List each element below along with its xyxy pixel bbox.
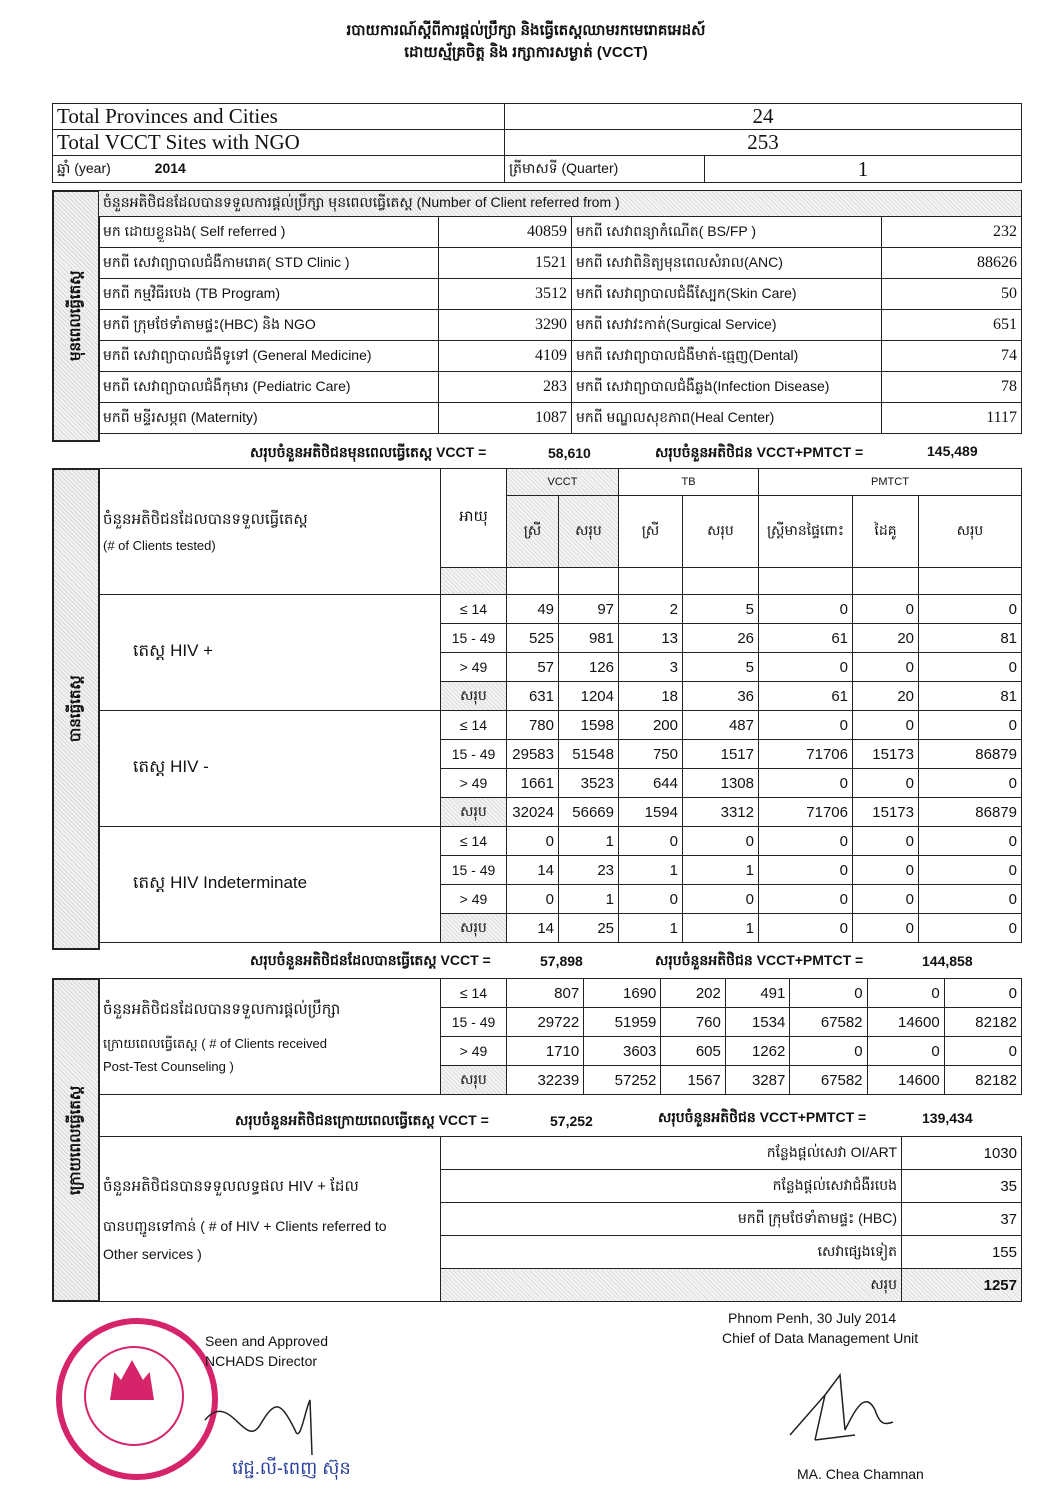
value-cell: 61 bbox=[759, 624, 853, 653]
referral-heading-en: Other services ) bbox=[103, 1245, 202, 1262]
posttest-heading-kh: ចំនួនអតិថិជនដែលបានទទួលការផ្ដល់ប្រឹក្សា bbox=[103, 1000, 341, 1018]
director-signature bbox=[200, 1390, 320, 1460]
value-cell: 15173 bbox=[853, 798, 919, 827]
age-cell: ≤ 14 bbox=[441, 979, 507, 1008]
tested-group-row bbox=[99, 827, 1022, 856]
value-cell: 1594 bbox=[619, 798, 683, 827]
pretest-row bbox=[99, 279, 1022, 310]
value-cell: 86879 bbox=[919, 740, 1022, 769]
value-cell: 0 bbox=[619, 885, 683, 914]
referral-destination-label: សរុប bbox=[441, 1269, 902, 1302]
value-cell: 71706 bbox=[759, 798, 853, 827]
value-cell: 0 bbox=[759, 711, 853, 740]
pretest-row bbox=[99, 217, 1022, 248]
value-cell: 1710 bbox=[507, 1037, 584, 1066]
tested-group-label-cell bbox=[99, 827, 441, 943]
age-cell: 15 - 49 bbox=[441, 624, 507, 653]
blank-cell bbox=[683, 568, 759, 595]
age-cell: សរុប bbox=[441, 1066, 507, 1095]
blank-cell bbox=[759, 568, 853, 595]
col-vcct-female: ស្រី bbox=[507, 496, 559, 568]
referral-source-label: មកពី សេវាពន្យាកំណើត( BS/FP ) bbox=[572, 217, 882, 248]
director-name: វេជ្ជ.លី-ពេញ ស៊ុន bbox=[232, 1458, 351, 1478]
value-cell: 20 bbox=[853, 624, 919, 653]
referral-source-label: មកពី មណ្ឌលសុខភាព(Heal Center) bbox=[572, 403, 882, 434]
approved-line1: Seen and Approved bbox=[205, 1333, 328, 1349]
group-pmtct-header: PMTCT bbox=[759, 469, 1022, 496]
value-cell: 0 bbox=[944, 979, 1021, 1008]
value-cell: 1 bbox=[683, 856, 759, 885]
value-cell: 29583 bbox=[507, 740, 559, 769]
tested-side-label: បានធ្វើតេស្ដ bbox=[52, 468, 100, 950]
referral-source-value: 232 bbox=[882, 217, 1022, 248]
referral-source-value: 4109 bbox=[439, 341, 572, 372]
value-cell: 81 bbox=[919, 682, 1022, 711]
posttest-total-all-value: 139,434 bbox=[922, 1110, 973, 1126]
blank-cell bbox=[507, 568, 559, 595]
col-pmtct-pregnant: ស្ត្រីមានផ្ទៃពោះ bbox=[759, 496, 853, 568]
referral-source-label: មកពី សេវាព្យាបាលជំងឺមាត់-ធ្មេញ(Dental) bbox=[572, 341, 882, 372]
summary-table bbox=[52, 103, 1022, 183]
value-cell: 525 bbox=[507, 624, 559, 653]
test-result-label: តេស្ដ HIV Indeterminate bbox=[133, 873, 308, 892]
referral-heading-cell bbox=[99, 1137, 441, 1302]
posttest-total-vcct-label: សរុបចំនួនអតិថិជនក្រោយពេលធ្វើតេស្ដ VCCT = bbox=[235, 1112, 489, 1128]
tested-total-all-label: សរុបចំនួនអតិថិជន VCCT+PMTCT = bbox=[655, 952, 864, 968]
tested-group-label-cell bbox=[99, 711, 441, 827]
referral-source-value: 1117 bbox=[882, 403, 1022, 434]
referral-source-label: មកពី សេវាពិនិត្យមុនពេលសំរាល(ANC) bbox=[572, 248, 882, 279]
referral-source-label: មកពី កម្មវិធីរបេង (TB Program) bbox=[99, 279, 439, 310]
year-label: ឆ្នាំ (year) bbox=[57, 159, 111, 176]
referral-destination-value: 1257 bbox=[902, 1269, 1022, 1302]
age-cell: ≤ 14 bbox=[441, 711, 507, 740]
value-cell: 605 bbox=[661, 1037, 725, 1066]
pretest-total-all-label: សរុបចំនួនអតិថិជន VCCT+PMTCT = bbox=[655, 444, 864, 460]
referral-source-label: មកពី ក្រុមថែទាំតាមផ្ទះ(HBC) និង NGO bbox=[99, 310, 439, 341]
referral-destination-value: 35 bbox=[902, 1170, 1022, 1203]
value-cell: 0 bbox=[507, 885, 559, 914]
value-cell: 14 bbox=[507, 856, 559, 885]
col-tb-total: សរុប bbox=[683, 496, 759, 568]
value-cell: 200 bbox=[619, 711, 683, 740]
value-cell: 1204 bbox=[559, 682, 619, 711]
value-cell: 0 bbox=[853, 914, 919, 943]
referral-source-label: មកពី សេវាព្យាបាលជំងឺកុមារ (Pediatric Care) bbox=[99, 372, 439, 403]
tested-group-row bbox=[99, 711, 1022, 740]
referral-source-value: 88626 bbox=[882, 248, 1022, 279]
value-cell: 32024 bbox=[507, 798, 559, 827]
referral-source-label: មកពី មន្ទីរសម្ភព (Maternity) bbox=[99, 403, 439, 434]
tested-group-label-cell bbox=[99, 595, 441, 711]
report-title-line1: របាយការណ៍ស្ដីពីការផ្ដល់ប្រឹក្សា និងធ្វើតេស្ដឈាមរកមេរោគអេដស៍ bbox=[346, 22, 706, 39]
referral-destination-label: សេវាផ្សេងទៀត bbox=[441, 1236, 902, 1269]
value-cell: 0 bbox=[919, 595, 1022, 624]
value-cell: 1534 bbox=[725, 1008, 789, 1037]
age-cell: ≤ 14 bbox=[441, 827, 507, 856]
value-cell: 0 bbox=[853, 769, 919, 798]
referral-table bbox=[98, 1136, 1022, 1302]
value-cell: 0 bbox=[619, 827, 683, 856]
value-cell: 1690 bbox=[584, 979, 661, 1008]
place-date: Phnom Penh, 30 July 2014 bbox=[728, 1310, 897, 1326]
value-cell: 97 bbox=[559, 595, 619, 624]
value-cell: 14600 bbox=[867, 1066, 944, 1095]
value-cell: 0 bbox=[919, 827, 1022, 856]
referral-source-value: 3290 bbox=[439, 310, 572, 341]
value-cell: 1 bbox=[619, 856, 683, 885]
referral-heading-kh: ចំនួនអតិថិជនបានទទួលលទ្ធផល HIV + ដែល bbox=[103, 1177, 359, 1195]
pretest-total-vcct-value: 58,610 bbox=[548, 445, 591, 461]
value-cell: 0 bbox=[790, 979, 867, 1008]
value-cell: 0 bbox=[759, 769, 853, 798]
report-title-line2: ដោយស្ម័គ្រចិត្ត និង រក្សាការសម្ងាត់ (VCCT) bbox=[404, 44, 648, 61]
tested-heading-kh: ចំនួនអតិថិជនដែលបានទទួលធ្វើតេស្ដ bbox=[103, 511, 308, 528]
referral-heading-kh2: បានបញ្ជូនទៅកាន់ ( # of HIV + Clients referred to bbox=[103, 1217, 387, 1234]
value-cell: 5 bbox=[683, 595, 759, 624]
value-cell: 981 bbox=[559, 624, 619, 653]
tested-group-row bbox=[99, 595, 1022, 624]
provinces-label: Total Provinces and Cities bbox=[53, 104, 505, 130]
value-cell: 0 bbox=[853, 827, 919, 856]
value-cell: 0 bbox=[919, 711, 1022, 740]
posttest-total-vcct-value: 57,252 bbox=[550, 1113, 593, 1129]
quarter-label: ត្រីមាសទី (Quarter) bbox=[505, 156, 705, 183]
referral-source-label: មកពី សេវាព្យាបាលជំងឺទូទៅ (General Medicine) bbox=[99, 341, 439, 372]
pretest-row bbox=[99, 310, 1022, 341]
value-cell: 631 bbox=[507, 682, 559, 711]
age-header: អាយុ bbox=[441, 469, 507, 568]
referral-source-label: មកពី សេវាព្យាបាលជំងឺកាមរោគ( STD Clinic ) bbox=[99, 248, 439, 279]
value-cell: 61 bbox=[759, 682, 853, 711]
value-cell: 780 bbox=[507, 711, 559, 740]
value-cell: 56669 bbox=[559, 798, 619, 827]
value-cell: 0 bbox=[919, 885, 1022, 914]
referral-source-value: 1087 bbox=[439, 403, 572, 434]
value-cell: 0 bbox=[867, 979, 944, 1008]
col-pmtct-total: សរុប bbox=[919, 496, 1022, 568]
value-cell: 0 bbox=[944, 1037, 1021, 1066]
value-cell: 1517 bbox=[683, 740, 759, 769]
value-cell: 0 bbox=[867, 1037, 944, 1066]
approved-line2: NCHADS Director bbox=[205, 1353, 318, 1369]
posttest-row bbox=[99, 979, 1022, 1008]
value-cell: 3 bbox=[619, 653, 683, 682]
value-cell: 25 bbox=[559, 914, 619, 943]
value-cell: 0 bbox=[919, 653, 1022, 682]
age-cell: > 49 bbox=[441, 885, 507, 914]
tested-heading-cell bbox=[99, 469, 441, 595]
pretest-row bbox=[99, 341, 1022, 372]
posttest-label-cell bbox=[99, 979, 441, 1095]
age-cell: សរុប bbox=[441, 798, 507, 827]
value-cell: 0 bbox=[853, 856, 919, 885]
value-cell: 1 bbox=[683, 914, 759, 943]
value-cell: 29722 bbox=[507, 1008, 584, 1037]
value-cell: 2 bbox=[619, 595, 683, 624]
posttest-heading-en: Post-Test Counseling ) bbox=[103, 1058, 234, 1074]
age-cell: 15 - 49 bbox=[441, 740, 507, 769]
value-cell: 1 bbox=[619, 914, 683, 943]
provinces-value: 24 bbox=[505, 104, 1022, 130]
referral-source-value: 283 bbox=[439, 372, 572, 403]
value-cell: 0 bbox=[759, 827, 853, 856]
value-cell: 81 bbox=[919, 624, 1022, 653]
signer-name: MA. Chea Chamnan bbox=[797, 1466, 924, 1482]
value-cell: 82182 bbox=[944, 1008, 1021, 1037]
value-cell: 57252 bbox=[584, 1066, 661, 1095]
referral-source-label: មក ដោយខ្លួនឯង( Self referred ) bbox=[99, 217, 439, 248]
pretest-total-all-value: 145,489 bbox=[927, 443, 978, 459]
referral-destination-label: មកពី ក្រុមថែទាំតាមផ្ទះ (HBC) bbox=[441, 1203, 902, 1236]
value-cell: 1262 bbox=[725, 1037, 789, 1066]
pretest-side-label: មុនពេលធ្វើតេស្ដ bbox=[52, 190, 100, 442]
referral-destination-value: 37 bbox=[902, 1203, 1022, 1236]
referral-source-value: 50 bbox=[882, 279, 1022, 310]
value-cell: 3287 bbox=[725, 1066, 789, 1095]
referral-source-value: 1521 bbox=[439, 248, 572, 279]
value-cell: 644 bbox=[619, 769, 683, 798]
value-cell: 14600 bbox=[867, 1008, 944, 1037]
referral-destination-value: 155 bbox=[902, 1236, 1022, 1269]
age-cell: > 49 bbox=[441, 653, 507, 682]
value-cell: 126 bbox=[559, 653, 619, 682]
referral-source-label: មកពី សេវាព្យាបាលជំងឺស្បែក(Skin Care) bbox=[572, 279, 882, 310]
year-value: 2014 bbox=[154, 159, 186, 176]
value-cell: 13 bbox=[619, 624, 683, 653]
posttest-side-label: ក្រោយពេលធ្វើតេស្ដ bbox=[52, 978, 100, 1302]
value-cell: 71706 bbox=[759, 740, 853, 769]
age-cell: សរុប bbox=[441, 914, 507, 943]
pretest-table bbox=[98, 190, 1022, 434]
posttest-table bbox=[98, 978, 1022, 1095]
pretest-row bbox=[99, 372, 1022, 403]
age-cell: ≤ 14 bbox=[441, 595, 507, 624]
value-cell: 0 bbox=[853, 885, 919, 914]
value-cell: 51548 bbox=[559, 740, 619, 769]
pretest-row bbox=[99, 403, 1022, 434]
pretest-heading: ចំនួនអតិថិជនដែលបានទទួលការផ្ដល់ប្រឹក្សា មុនពេលធ្វើតេស្ដ (Number of Client referred from ) bbox=[99, 191, 1022, 217]
tested-table bbox=[98, 468, 1022, 943]
col-pmtct-partner: ដៃគូ bbox=[853, 496, 919, 568]
age-cell: 15 - 49 bbox=[441, 1008, 507, 1037]
value-cell: 15173 bbox=[853, 740, 919, 769]
referral-destination-label: កន្លែងផ្ដល់សេវា OI/ART bbox=[441, 1137, 902, 1170]
value-cell: 0 bbox=[919, 914, 1022, 943]
blank-cell bbox=[919, 568, 1022, 595]
age-cell: សរុប bbox=[441, 682, 507, 711]
tested-total-vcct-label: សរុបចំនួនអតិថិជនដែលបានធ្វើតេស្ដ VCCT = bbox=[250, 952, 491, 968]
value-cell: 67582 bbox=[790, 1066, 867, 1095]
quarter-value: 1 bbox=[705, 156, 1022, 183]
value-cell: 750 bbox=[619, 740, 683, 769]
value-cell: 0 bbox=[853, 711, 919, 740]
value-cell: 32239 bbox=[507, 1066, 584, 1095]
chief-signature bbox=[785, 1370, 895, 1445]
blank-cell bbox=[619, 568, 683, 595]
referral-source-value: 40859 bbox=[439, 217, 572, 248]
value-cell: 3603 bbox=[584, 1037, 661, 1066]
sites-label: Total VCCT Sites with NGO bbox=[53, 130, 505, 156]
blank-cell bbox=[559, 568, 619, 595]
age-cell: > 49 bbox=[441, 1037, 507, 1066]
group-vcct-header: VCCT bbox=[507, 469, 619, 496]
age-cell: > 49 bbox=[441, 769, 507, 798]
value-cell: 487 bbox=[683, 711, 759, 740]
value-cell: 23 bbox=[559, 856, 619, 885]
value-cell: 36 bbox=[683, 682, 759, 711]
value-cell: 0 bbox=[853, 595, 919, 624]
value-cell: 0 bbox=[759, 885, 853, 914]
value-cell: 1 bbox=[559, 885, 619, 914]
value-cell: 51959 bbox=[584, 1008, 661, 1037]
year-cell bbox=[53, 156, 505, 183]
value-cell: 0 bbox=[759, 595, 853, 624]
sites-value: 253 bbox=[505, 130, 1022, 156]
value-cell: 67582 bbox=[790, 1008, 867, 1037]
pretest-total-vcct-label: សរុបចំនួនអតិថិជនមុនពេលធ្វើតេស្ដ VCCT = bbox=[250, 444, 487, 460]
value-cell: 1 bbox=[559, 827, 619, 856]
official-stamp bbox=[56, 1318, 218, 1480]
signer-title: Chief of Data Management Unit bbox=[722, 1330, 919, 1346]
referral-source-label: មកពី សេវាព្យាបាលជំងឺឆ្លង(Infection Disease) bbox=[572, 372, 882, 403]
value-cell: 491 bbox=[725, 979, 789, 1008]
referral-source-value: 3512 bbox=[439, 279, 572, 310]
value-cell: 1308 bbox=[683, 769, 759, 798]
referral-destination-value: 1030 bbox=[902, 1137, 1022, 1170]
referral-source-value: 74 bbox=[882, 341, 1022, 372]
value-cell: 760 bbox=[661, 1008, 725, 1037]
referral-destination-label: កន្លែងផ្ដល់សេវាជំងឺរបេង bbox=[441, 1170, 902, 1203]
value-cell: 3312 bbox=[683, 798, 759, 827]
value-cell: 0 bbox=[759, 914, 853, 943]
referral-source-value: 78 bbox=[882, 372, 1022, 403]
col-vcct-total: សរុប bbox=[559, 496, 619, 568]
pretest-row bbox=[99, 248, 1022, 279]
group-tb-header: TB bbox=[619, 469, 759, 496]
referral-source-value: 651 bbox=[882, 310, 1022, 341]
col-tb-female: ស្រី bbox=[619, 496, 683, 568]
value-cell: 82182 bbox=[944, 1066, 1021, 1095]
age-blank-cell bbox=[441, 568, 507, 595]
value-cell: 1567 bbox=[661, 1066, 725, 1095]
value-cell: 18 bbox=[619, 682, 683, 711]
test-result-label: តេស្ដ HIV - bbox=[133, 757, 209, 776]
value-cell: 1598 bbox=[559, 711, 619, 740]
referral-row bbox=[99, 1137, 1022, 1170]
posttest-heading-kh2: ក្រោយពេលធ្វើតេស្ដ ( # of Clients received bbox=[103, 1035, 327, 1051]
value-cell: 0 bbox=[919, 856, 1022, 885]
value-cell: 0 bbox=[759, 653, 853, 682]
value-cell: 807 bbox=[507, 979, 584, 1008]
value-cell: 49 bbox=[507, 595, 559, 624]
value-cell: 0 bbox=[759, 856, 853, 885]
value-cell: 14 bbox=[507, 914, 559, 943]
value-cell: 3523 bbox=[559, 769, 619, 798]
value-cell: 0 bbox=[683, 827, 759, 856]
value-cell: 0 bbox=[683, 885, 759, 914]
value-cell: 0 bbox=[853, 653, 919, 682]
value-cell: 86879 bbox=[919, 798, 1022, 827]
value-cell: 0 bbox=[507, 827, 559, 856]
value-cell: 202 bbox=[661, 979, 725, 1008]
tested-total-vcct-value: 57,898 bbox=[540, 953, 583, 969]
posttest-total-all-label: សរុបចំនួនអតិថិជន VCCT+PMTCT = bbox=[658, 1109, 867, 1125]
test-result-label: តេស្ដ HIV + bbox=[133, 641, 214, 660]
value-cell: 20 bbox=[853, 682, 919, 711]
referral-source-label: មកពី សេវាវះកាត់(Surgical Service) bbox=[572, 310, 882, 341]
tested-heading-en: (# of Clients tested) bbox=[103, 538, 216, 553]
value-cell: 1661 bbox=[507, 769, 559, 798]
blank-cell bbox=[853, 568, 919, 595]
tested-total-all-value: 144,858 bbox=[922, 953, 973, 969]
value-cell: 0 bbox=[919, 769, 1022, 798]
value-cell: 5 bbox=[683, 653, 759, 682]
value-cell: 26 bbox=[683, 624, 759, 653]
value-cell: 0 bbox=[790, 1037, 867, 1066]
value-cell: 57 bbox=[507, 653, 559, 682]
age-cell: 15 - 49 bbox=[441, 856, 507, 885]
